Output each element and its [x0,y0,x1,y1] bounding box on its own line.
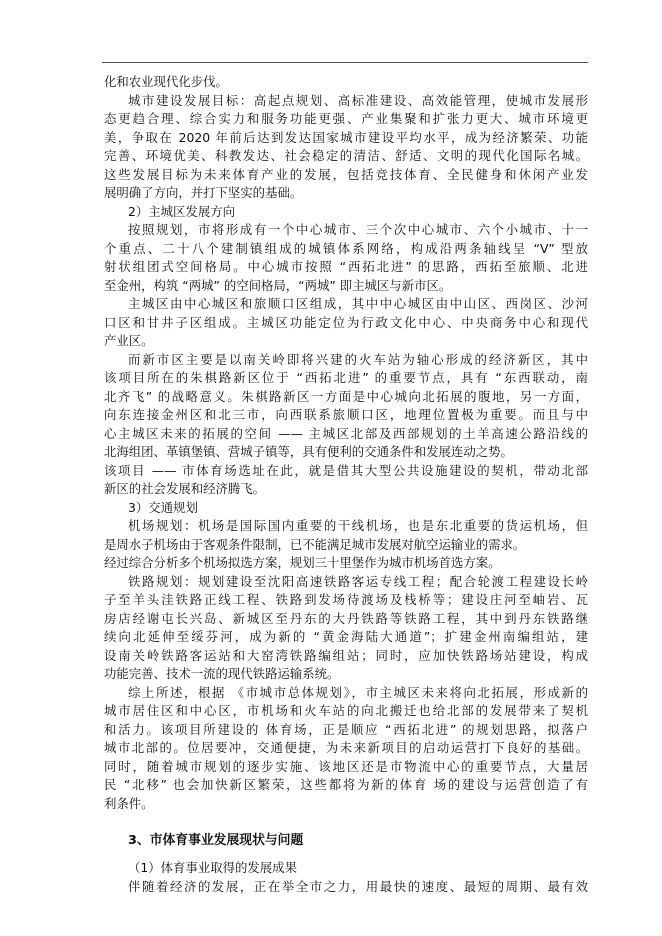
text-line: 和活力。该项目所建设的 体育场，正是顺应 “西拓北进” 的规划思路，拟落户 [104,721,588,737]
text-line: 功能完善、技术一流的现代铁路运输系统。 [104,666,340,681]
text-line: 产业区。 [104,333,154,348]
text-line: 房店经谢屯长兴岛、新城区至丹东的大丹铁路等铁路工程，其中到丹东铁路继 [104,610,588,626]
spacer [104,813,588,831]
text-line: 该项目 —— 市体育场选址在此，就是借其大型公共设施建设的契机，带动北部 [104,462,588,478]
text-line: 北海组团、革镇堡镇、营城子镇等，具有便利的交通条件和发展连动之势。 [104,444,513,459]
text-line: 城市北部的。位居要冲，交通便捷，为未来新项目的启动运营打下良好的基础。 [104,740,588,755]
text-line: 按照规划，市将形成有一个中心城市、三个次中心城市、六个小城市、十一 [128,222,588,237]
text-line: 经过综合分析多个机场拟选方案，规划三十里堡作为城市机场首选方案。 [104,555,501,570]
text-line: 至金州，构筑 “两城” 的空间格局，“两城” 即主城区与新市区。 [104,277,452,293]
text-line: 这些发展目标为未来体育产业的发展，包括竞技体育、全民健身和休闲产业发 [104,166,588,182]
text-line: 子至羊头洼铁路正线工程、铁路到发场待渡场及栈桥等；建设庄河至岫岩、瓦 [104,592,588,607]
text-line: 铁路规划：规划建设至沈阳高速铁路客运专线工程；配合轮渡工程建设长岭 [128,573,588,589]
section-label: 3）交通规划 [128,499,198,515]
text-line: 口区和甘井子区组成。主城区功能定位为行政文化中心、中央商务中心和现代 [104,314,588,330]
text-line: 机场规划：机场是国际国内重要的干线机场，也是东北重要的货运机场，但 [128,518,588,533]
text-line: 是周水子机场由于客观条件限制，已不能满足城市发展对航空运输业的需求。 [104,536,526,552]
text-line: 新区的社会发展和经济腾飞。 [104,481,266,496]
text-line: 完善、环境优美、科教发达、社会稳定的清洁、舒适、文明的现代化国际名城。 [104,148,588,163]
text-line: 心主城区未来的拓展的空间 —— 主城区北部及西部规划的土羊高速公路沿线的 [104,425,588,441]
text-line: 综上所述，根据 《市城市总体规划》，市主城区未来将向北拓展，形成新的 [128,684,588,700]
text-line: 同时，随着城市规划的逐步实施、该地区还是市物流中心的重要节点，大量居 [104,758,588,774]
section-heading: 3、市体育事业发展现状与问题 [128,833,304,848]
text-line: 该项目所在的朱棋路新区位于 “西拓北进” 的重要节点，具有 “东西联动，南 [104,370,588,385]
text-line: 个重点、二十八个建制镇组成的城镇体系网络，构成沿两条轴线呈 “V” 型放 [104,240,588,256]
section-label: 2）主城区发展方向 [128,203,236,219]
text-line: 态更趋合理、综合实力和服务功能更强、产业集聚和扩张力更大、城市环境更 [104,111,588,126]
text-line: 向东连接金州区和北三市，向西联系旅顺口区，地理位置极为重要。而且与中 [104,407,588,422]
text-line: 射状组团式空间格局。中心城市按照 “西拓北进” 的思路，西拓至旅顺、北进 [104,259,588,274]
text-line: 设南关岭铁路客运站和大窑湾铁路编组站；同时，应加快铁路场站建设，构成 [104,647,588,663]
text-line: 城市居住区和中心区，市机场和火车站的向北搬迁也给北部的发展带来了契机 [104,703,588,718]
subsection-heading: （1）体育事业取得的发展成果 [128,860,297,875]
text-line: 展明确了方向，并打下坚实的基础。 [104,185,303,200]
text-line: 主城区由中心城区和旅顺口区组成，其中中心城区由中山区、西岗区、沙河 [128,296,588,311]
text-line: 美，争取在 2020 年前后达到发达国家城市建设平均水平，成为经济繁荣、功能 [104,129,588,145]
text-line: 民 “北移” 也会加快新区繁荣，这些都将为新的体育 场的建设与运营创造了有 [104,777,588,792]
spacer [104,851,588,859]
text-line: 城市建设发展目标：高起点规划、高标准建设、高效能管理，使城市发展形 [128,92,588,108]
document-body [104,73,588,896]
text-line: 续向北延伸至绥芬河，成为新的 “黄金海陆大通道”；扩建金州南编组站，建 [104,629,588,644]
header-rule [102,62,588,63]
text-line: 化和农业现代化步伐。 [104,74,228,89]
text-line: 北齐飞” 的战略意义。朱棋路新区一方面是中心城向北拓展的腹地，另一方面， [104,388,588,404]
text-line: 而新市区主要是以南关岭即将兴建的火车站为轴心形成的经济新区，其中 [128,351,588,367]
text-line: 利条件。 [104,795,154,811]
text-line: 伴随着经济的发展，正在举全市之力，用最快的速度、最短的周期、最有效 [128,878,588,894]
